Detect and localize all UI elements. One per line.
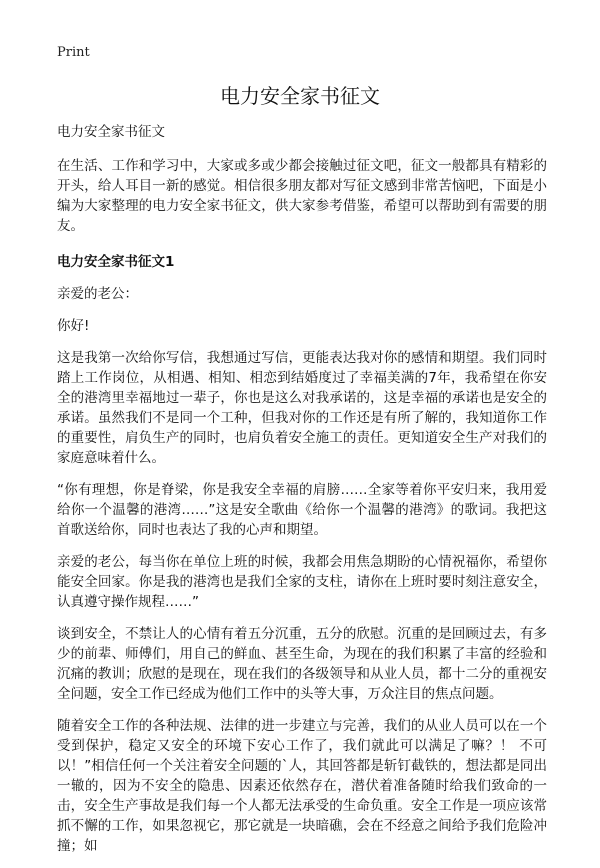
- intro-paragraph: 在生活、工作和学习中，大家或多或少都会接触过征文吧，征文一般都具有精彩的开头，给人耳目一新的感觉。相信很多朋友都对写征文感到非常苦恼吧，下面是小编为大家整理的电力安全家书征文，供大家参考借鉴，希望可以帮助到有需要的朋友。: [57, 158, 547, 234]
- document-body: [57, 122, 547, 868]
- letter-hello: 你好!: [57, 318, 90, 334]
- letter-greeting: 亲爱的老公：: [57, 286, 138, 302]
- page-title: 电力安全家书征文: [220, 84, 380, 108]
- body-paragraph: “你有理想，你是脊梁，你是我安全幸福的肩膀……全家等着你平安归来，我用爱给你一个温馨的港湾……”这是安全歌曲《给你一个温馨的港湾》的歌词。我把这首歌送给你，同时也表达了我的心声和期望。: [57, 482, 547, 538]
- body-paragraph: 这是我第一次给你写信，我想通过写信，更能表达我对你的感情和期望。我们同时踏上工作岗位，从相遇、相知、相恋到结婚度过了幸福美满的7年，我希望在你安全的港湾里幸福地过一辈子，你也是这么对我承诺的，这是幸福的承诺也是安全的承诺。虽然我们不是同一个工种，但我对你的工作还是有所了解的，我知道你工作的重要性，肩负生产的同时，也肩负着安全施工的责任。更知道安全生产对我们的家庭意味着什么。: [57, 350, 547, 466]
- document-subtitle: 电力安全家书征文: [57, 124, 165, 140]
- body-paragraph: 谈到安全，不禁让人的心情有着五分沉重，五分的欣慰。沉重的是回顾过去，有多少的前辈、师傅们，用自己的鲜血、甚至生命，为现在的我们积累了丰富的经验和沉痛的教训；欣慰的是现在，现在我们的各级领导和从业人员，都十二分的重视安全问题，安全工作已经成为他们工作中的头等大事，万众注目的焦点问题。: [57, 626, 547, 702]
- body-paragraph: 亲爱的老公，每当你在单位上班的时候，我都会用焦急期盼的心情祝福你，希望你能安全回家。你是我的港湾也是我们全家的支柱，请你在上班时要时刻注意安全，认真遵守操作规程……”: [57, 554, 547, 610]
- section-heading: 电力安全家书征文1: [57, 254, 175, 270]
- body-paragraph: 随着安全工作的各种法规、法律的进一步建立与完善，我们的从业人员可以在一个受到保护，稳定又安全的环境下安心工作了，我们就此可以满足了嘛？！ 不可以！”相信任何一个关注着安全问题的`人，其回答都是斩钉截铁的，想法都是同出一辙的，因为不安全的隐患、因素还依然存在，潜伏着准备随时给我们致命的一击，安全生产事故是我们每一个人都无法承受的生命负重。安全工作是一项应该常抓不懈的工作，如果忽视它，那它就是一块暗礁，会在不经意之间给予我们危险冲撞；如: [57, 718, 547, 854]
- print-link[interactable]: Print: [57, 45, 90, 60]
